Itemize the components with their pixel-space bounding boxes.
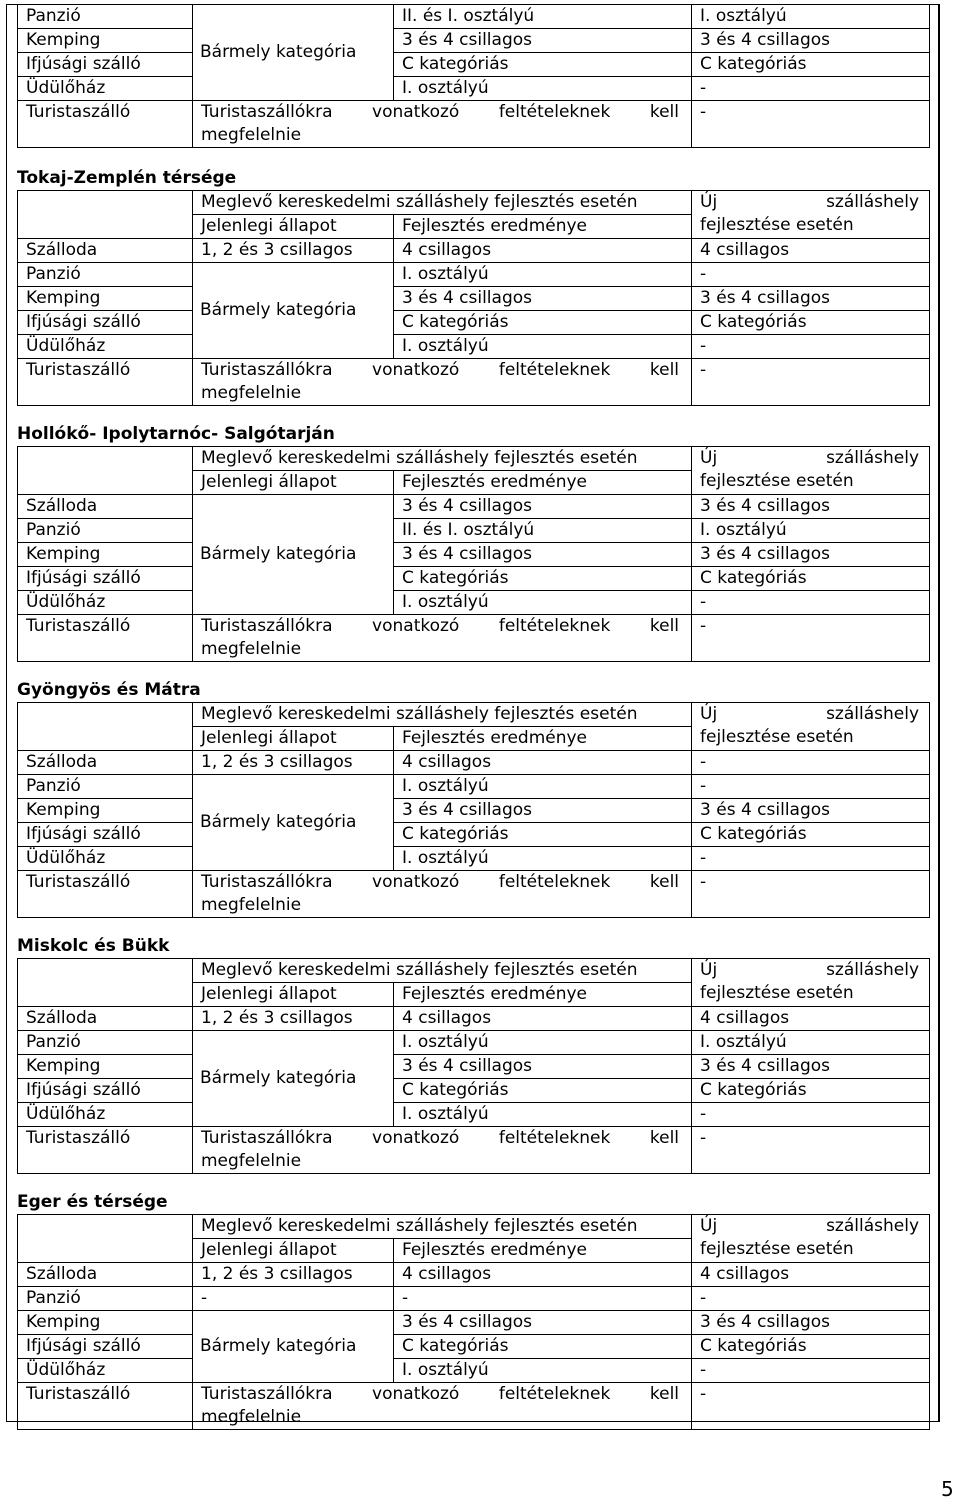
cell: I. osztályú bbox=[394, 77, 692, 101]
row-label: Turistaszálló bbox=[18, 615, 193, 662]
cell: - bbox=[692, 775, 930, 799]
category-cell: Bármely kategória bbox=[193, 5, 394, 101]
section-title: Miskolc és Bükk bbox=[17, 936, 170, 956]
cell: C kategóriás bbox=[394, 311, 692, 335]
cell: C kategóriás bbox=[692, 311, 930, 335]
cell: - bbox=[692, 1287, 930, 1311]
cell: - bbox=[692, 1383, 930, 1430]
cell: 4 csillagos bbox=[394, 1007, 692, 1031]
row-label: Kemping bbox=[18, 29, 193, 53]
cell: C kategóriás bbox=[692, 567, 930, 591]
row-label: Üdülőház bbox=[18, 591, 193, 615]
cell: C kategóriás bbox=[692, 1335, 930, 1359]
header-cell: Jelenlegi állapot bbox=[193, 727, 394, 751]
cell: I. osztályú bbox=[394, 847, 692, 871]
row-label: Turistaszálló bbox=[18, 101, 193, 148]
header-text: Új bbox=[700, 960, 718, 980]
cell: 3 és 4 csillagos bbox=[692, 287, 930, 311]
cell: Turistaszállókra vonatkozó feltételeknek kell megfelelnie bbox=[193, 615, 692, 662]
cell: 3 és 4 csillagos bbox=[394, 799, 692, 823]
table-row bbox=[18, 1335, 930, 1359]
table-row bbox=[18, 1127, 930, 1174]
row-label: Szálloda bbox=[18, 1263, 193, 1287]
table-row bbox=[18, 703, 930, 727]
header-text: fejlesztése esetén bbox=[700, 471, 854, 491]
cell: 3 és 4 csillagos bbox=[692, 1311, 930, 1335]
cell: Turistaszállókra vonatkozó feltételeknek kell megfelelnie bbox=[193, 1127, 692, 1174]
row-label: Ifjúsági szálló bbox=[18, 1079, 193, 1103]
table-row bbox=[18, 615, 930, 662]
row-label: Panzió bbox=[18, 519, 193, 543]
empty-cell bbox=[18, 959, 193, 1007]
table-row bbox=[18, 799, 930, 823]
category-cell: Bármely kategória bbox=[193, 1031, 394, 1127]
cell: 1, 2 és 3 csillagos bbox=[193, 751, 394, 775]
section-title: Eger és térsége bbox=[17, 1192, 168, 1212]
cell: C kategóriás bbox=[692, 53, 930, 77]
cell: I. osztályú bbox=[394, 335, 692, 359]
category-cell: Bármely kategória bbox=[193, 263, 394, 359]
header-cell bbox=[692, 191, 930, 239]
table-tokaj bbox=[17, 190, 930, 406]
table-row bbox=[18, 495, 930, 519]
table-row bbox=[18, 543, 930, 567]
empty-cell bbox=[18, 703, 193, 751]
cell: Turistaszállókra vonatkozó feltételeknek kell megfelelnie bbox=[193, 359, 692, 406]
row-label: Ifjúsági szálló bbox=[18, 567, 193, 591]
cell: II. és I. osztályú bbox=[394, 519, 692, 543]
header-cell bbox=[692, 1215, 930, 1263]
cell: I. osztályú bbox=[692, 5, 930, 29]
header-text: szálláshely bbox=[826, 448, 920, 468]
cell: - bbox=[692, 615, 930, 662]
header-text: Új bbox=[700, 1216, 718, 1236]
row-label: Panzió bbox=[18, 1287, 193, 1311]
row-label: Ifjúsági szálló bbox=[18, 1335, 193, 1359]
table-row bbox=[18, 1031, 930, 1055]
cell: 3 és 4 csillagos bbox=[394, 29, 692, 53]
table-row bbox=[18, 519, 930, 543]
row-label: Kemping bbox=[18, 1311, 193, 1335]
header-cell: Jelenlegi állapot bbox=[193, 1239, 394, 1263]
table-row bbox=[18, 1383, 930, 1430]
row-label: Panzió bbox=[18, 5, 193, 29]
table-row bbox=[18, 1263, 930, 1287]
cell: 4 csillagos bbox=[394, 1263, 692, 1287]
section-title: Hollókő- Ipolytarnóc- Salgótarján bbox=[17, 424, 335, 444]
table-row bbox=[18, 53, 930, 77]
header-cell: Meglevő kereskedelmi szálláshely fejlesztés esetén bbox=[193, 1215, 692, 1239]
cell: Turistaszállókra vonatkozó feltételeknek kell megfelelnie bbox=[193, 101, 692, 148]
row-label: Turistaszálló bbox=[18, 1127, 193, 1174]
row-label: Szálloda bbox=[18, 751, 193, 775]
table-row bbox=[18, 5, 930, 29]
row-label: Panzió bbox=[18, 1031, 193, 1055]
row-label: Szálloda bbox=[18, 1007, 193, 1031]
table-row bbox=[18, 311, 930, 335]
table-row bbox=[18, 567, 930, 591]
table-row bbox=[18, 263, 930, 287]
cell: 3 és 4 csillagos bbox=[692, 799, 930, 823]
table-row bbox=[18, 447, 930, 471]
header-text: Új bbox=[700, 192, 718, 212]
table-top bbox=[17, 4, 930, 148]
header-text: fejlesztése esetén bbox=[700, 727, 854, 747]
table-row bbox=[18, 1103, 930, 1127]
cell: - bbox=[692, 871, 930, 918]
header-cell: Fejlesztés eredménye bbox=[394, 983, 692, 1007]
table-row bbox=[18, 335, 930, 359]
header-cell: Jelenlegi állapot bbox=[193, 983, 394, 1007]
table-row bbox=[18, 239, 930, 263]
cell: C kategóriás bbox=[394, 1335, 692, 1359]
header-cell: Meglevő kereskedelmi szálláshely fejlesztés esetén bbox=[193, 959, 692, 983]
row-label: Szálloda bbox=[18, 239, 193, 263]
row-label: Turistaszálló bbox=[18, 359, 193, 406]
row-label: Ifjúsági szálló bbox=[18, 311, 193, 335]
header-text: szálláshely bbox=[826, 960, 920, 980]
cell: 4 csillagos bbox=[394, 751, 692, 775]
cell: 4 csillagos bbox=[692, 1263, 930, 1287]
row-label: Panzió bbox=[18, 775, 193, 799]
header-cell: Fejlesztés eredménye bbox=[394, 215, 692, 239]
cell: 1, 2 és 3 csillagos bbox=[193, 1263, 394, 1287]
header-cell: Meglevő kereskedelmi szálláshely fejlesztés esetén bbox=[193, 191, 692, 215]
row-label: Üdülőház bbox=[18, 77, 193, 101]
cell: - bbox=[692, 77, 930, 101]
table-row bbox=[18, 751, 930, 775]
row-label: Üdülőház bbox=[18, 335, 193, 359]
cell: - bbox=[692, 263, 930, 287]
category-cell: Bármely kategória bbox=[193, 1311, 394, 1383]
header-text: fejlesztése esetén bbox=[700, 215, 854, 235]
header-text: fejlesztése esetén bbox=[700, 983, 854, 1003]
cell: I. osztályú bbox=[394, 591, 692, 615]
table-row bbox=[18, 591, 930, 615]
cell: C kategóriás bbox=[394, 823, 692, 847]
cell: 4 csillagos bbox=[394, 239, 692, 263]
cell: 3 és 4 csillagos bbox=[692, 543, 930, 567]
cell: - bbox=[692, 1103, 930, 1127]
section-title: Gyöngyös és Mátra bbox=[17, 680, 201, 700]
table-row bbox=[18, 359, 930, 406]
table-row bbox=[18, 1055, 930, 1079]
cell: - bbox=[692, 359, 930, 406]
table-row bbox=[18, 1215, 930, 1239]
header-cell: Fejlesztés eredménye bbox=[394, 1239, 692, 1263]
cell: C kategóriás bbox=[394, 567, 692, 591]
row-label: Ifjúsági szálló bbox=[18, 53, 193, 77]
cell: Turistaszállókra vonatkozó feltételeknek kell megfelelnie bbox=[193, 1383, 692, 1430]
table-row bbox=[18, 29, 930, 53]
cell: 4 csillagos bbox=[692, 239, 930, 263]
row-label: Üdülőház bbox=[18, 1103, 193, 1127]
cell: 3 és 4 csillagos bbox=[692, 1055, 930, 1079]
cell: - bbox=[692, 101, 930, 148]
row-label: Kemping bbox=[18, 543, 193, 567]
cell: 3 és 4 csillagos bbox=[394, 287, 692, 311]
cell: - bbox=[692, 335, 930, 359]
empty-cell bbox=[18, 447, 193, 495]
cell: - bbox=[394, 1287, 692, 1311]
row-label: Kemping bbox=[18, 1055, 193, 1079]
cell: 3 és 4 csillagos bbox=[692, 495, 930, 519]
cell: I. osztályú bbox=[394, 1103, 692, 1127]
table-row bbox=[18, 871, 930, 918]
category-cell: Bármely kategória bbox=[193, 495, 394, 615]
cell: 1, 2 és 3 csillagos bbox=[193, 239, 394, 263]
header-cell bbox=[692, 703, 930, 751]
header-text: Új bbox=[700, 704, 718, 724]
table-holloko bbox=[17, 446, 930, 662]
cell: - bbox=[692, 1127, 930, 1174]
table-row bbox=[18, 1311, 930, 1335]
header-text: fejlesztése esetén bbox=[700, 1239, 854, 1259]
cell: - bbox=[193, 1287, 394, 1311]
row-label: Panzió bbox=[18, 263, 193, 287]
cell: I. osztályú bbox=[394, 1031, 692, 1055]
header-cell: Meglevő kereskedelmi szálláshely fejlesztés esetén bbox=[193, 703, 692, 727]
header-text: szálláshely bbox=[826, 704, 920, 724]
header-cell: Jelenlegi állapot bbox=[193, 215, 394, 239]
table-row bbox=[18, 847, 930, 871]
empty-cell bbox=[18, 1215, 193, 1263]
table-row bbox=[18, 287, 930, 311]
row-label: Kemping bbox=[18, 287, 193, 311]
cell: C kategóriás bbox=[394, 53, 692, 77]
cell: 3 és 4 csillagos bbox=[692, 29, 930, 53]
table-row bbox=[18, 1359, 930, 1383]
table-row bbox=[18, 959, 930, 983]
row-label: Üdülőház bbox=[18, 1359, 193, 1383]
cell: C kategóriás bbox=[692, 823, 930, 847]
row-label: Turistaszálló bbox=[18, 871, 193, 918]
table-row bbox=[18, 1079, 930, 1103]
table-gyongyos bbox=[17, 702, 930, 918]
cell: - bbox=[692, 591, 930, 615]
cell: I. osztályú bbox=[394, 263, 692, 287]
section-title: Tokaj-Zemplén térsége bbox=[17, 168, 237, 188]
row-label: Szálloda bbox=[18, 495, 193, 519]
table-row bbox=[18, 101, 930, 148]
cell: 4 csillagos bbox=[692, 1007, 930, 1031]
cell: 1, 2 és 3 csillagos bbox=[193, 1007, 394, 1031]
cell: II. és I. osztályú bbox=[394, 5, 692, 29]
row-label: Ifjúsági szálló bbox=[18, 823, 193, 847]
header-cell: Fejlesztés eredménye bbox=[394, 471, 692, 495]
row-label: Turistaszálló bbox=[18, 1383, 193, 1430]
cell: 3 és 4 csillagos bbox=[394, 1055, 692, 1079]
row-label: Üdülőház bbox=[18, 847, 193, 871]
header-cell: Fejlesztés eredménye bbox=[394, 727, 692, 751]
table-eger bbox=[17, 1214, 930, 1430]
cell: C kategóriás bbox=[692, 1079, 930, 1103]
header-cell: Jelenlegi állapot bbox=[193, 471, 394, 495]
cell: I. osztályú bbox=[692, 1031, 930, 1055]
header-text: szálláshely bbox=[826, 1216, 920, 1236]
table-row bbox=[18, 77, 930, 101]
header-text: Új bbox=[700, 448, 718, 468]
header-cell: Meglevő kereskedelmi szálláshely fejlesztés esetén bbox=[193, 447, 692, 471]
table-row bbox=[18, 1287, 930, 1311]
cell: 3 és 4 csillagos bbox=[394, 543, 692, 567]
cell: 3 és 4 csillagos bbox=[394, 495, 692, 519]
cell: - bbox=[692, 1359, 930, 1383]
cell: C kategóriás bbox=[394, 1079, 692, 1103]
table-row bbox=[18, 191, 930, 215]
cell: - bbox=[692, 847, 930, 871]
page-number: 5 bbox=[941, 1477, 954, 1501]
table-row bbox=[18, 823, 930, 847]
cell: 3 és 4 csillagos bbox=[394, 1311, 692, 1335]
cell: I. osztályú bbox=[394, 1359, 692, 1383]
header-text: szálláshely bbox=[826, 192, 920, 212]
header-cell bbox=[692, 959, 930, 1007]
row-label: Kemping bbox=[18, 799, 193, 823]
table-row bbox=[18, 775, 930, 799]
table-miskolc bbox=[17, 958, 930, 1174]
cell: - bbox=[692, 751, 930, 775]
category-cell: Bármely kategória bbox=[193, 775, 394, 871]
cell: I. osztályú bbox=[692, 519, 930, 543]
empty-cell bbox=[18, 191, 193, 239]
cell: I. osztályú bbox=[394, 775, 692, 799]
header-cell bbox=[692, 447, 930, 495]
table-row bbox=[18, 1007, 930, 1031]
cell: Turistaszállókra vonatkozó feltételeknek kell megfelelnie bbox=[193, 871, 692, 918]
